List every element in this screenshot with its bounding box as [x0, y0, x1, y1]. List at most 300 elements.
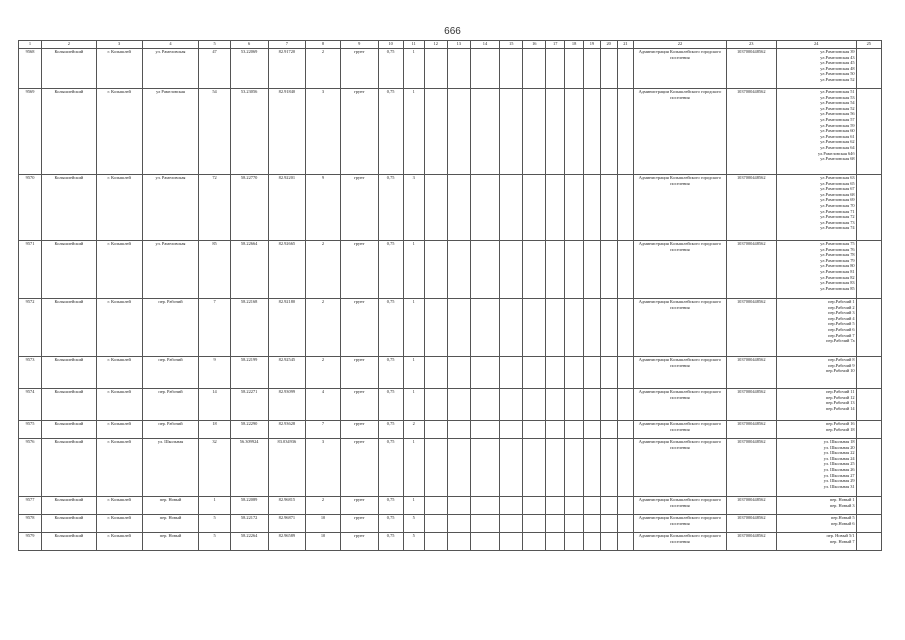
area-cell: 2	[306, 299, 341, 357]
house-cell: 7	[199, 299, 230, 357]
settlement-cell: г. Колышлей	[96, 533, 142, 551]
empty-cell	[424, 497, 447, 515]
empty-cell	[424, 515, 447, 533]
empty-cell	[600, 515, 617, 533]
served-address: пер.Рабочий 14	[825, 405, 855, 411]
owner-cell: Администрация Колышлейского городского поселения	[634, 49, 726, 89]
empty-cell	[500, 533, 523, 551]
empty-cell	[523, 357, 546, 389]
table-row	[19, 49, 882, 89]
empty-cell	[447, 175, 470, 241]
served-address: ул.Рамеловская 43	[820, 54, 855, 60]
empty-cell	[584, 175, 601, 241]
empty-cell	[600, 421, 617, 439]
served-address: ул.Рамеловская 75	[820, 241, 855, 246]
house-cell: 1	[199, 497, 230, 515]
empty-cell	[447, 533, 470, 551]
empty-cell	[523, 533, 546, 551]
empty-cell	[424, 389, 447, 421]
ogrn-cell: 1037000448562	[726, 515, 776, 533]
ogrn-cell: 1037000448562	[726, 533, 776, 551]
empty-cell	[565, 515, 584, 533]
served-address: ул.Рамеловская 52	[820, 105, 855, 111]
row-id: 9573	[19, 357, 42, 389]
empty-cell	[546, 439, 565, 497]
empty-cell	[617, 497, 634, 515]
column-number: 20	[600, 41, 617, 49]
column-number: 25	[856, 41, 881, 49]
table-row	[19, 241, 882, 299]
column-number: 5	[199, 41, 230, 49]
served-address: ул.Рамеловская 60	[820, 128, 855, 134]
empty-cell	[500, 515, 523, 533]
empty-cell	[424, 533, 447, 551]
district-cell: Колышлейский	[42, 421, 97, 439]
served-address: ул.Рамеловская 67	[820, 186, 855, 192]
served-address: ул. Школьная 24	[823, 455, 855, 461]
empty-cell	[500, 49, 523, 89]
served-address: пер.Рабочий 7а	[826, 338, 855, 344]
served-address: пер.Рабочий 9	[828, 362, 855, 368]
count-cell: 1	[403, 89, 424, 175]
table-row	[19, 439, 882, 497]
empty-cell	[500, 439, 523, 497]
table-row	[19, 533, 882, 551]
served-address: ул.Рамеловская 57	[820, 116, 855, 122]
district-cell: Колышлейский	[42, 175, 97, 241]
empty-cell	[470, 89, 499, 175]
served-address: пер. Новый 3	[829, 502, 855, 508]
street-cell: ул. Рамеловская	[142, 49, 199, 89]
empty-cell	[523, 389, 546, 421]
column-number: 8	[306, 41, 341, 49]
owner-cell: Администрация Колышлейского городского поселения	[634, 241, 726, 299]
empty-cell	[500, 89, 523, 175]
count-cell: 1	[403, 389, 424, 421]
served-address: ул. Школьная 22	[823, 450, 855, 456]
area-cell: 9	[306, 175, 341, 241]
column-number: 3	[96, 41, 142, 49]
served-address: пер.Рабочий 4	[828, 315, 855, 321]
served-address: ул. Школьная 31	[823, 483, 855, 489]
longitude-cell: 82.91840	[268, 89, 306, 175]
surface-cell: грунт	[340, 175, 378, 241]
empty-cell	[447, 439, 470, 497]
empty-cell	[600, 175, 617, 241]
served-addresses-cell	[776, 299, 856, 357]
area-cell: 3	[306, 439, 341, 497]
empty-cell	[470, 357, 499, 389]
longitude-cell: 82.92201	[268, 175, 306, 241]
count-cell: 1	[403, 241, 424, 299]
served-address: ул.Рамеловская 81	[820, 268, 855, 274]
area-cell: 2	[306, 49, 341, 89]
count-cell: 1	[403, 299, 424, 357]
empty-cell	[584, 357, 601, 389]
empty-cell	[523, 89, 546, 175]
empty-cell	[600, 389, 617, 421]
house-cell: 5	[199, 533, 230, 551]
served-address: ул.Рамеловская 73	[820, 219, 855, 225]
count-cell: 3	[403, 175, 424, 241]
area-cell: 4	[306, 389, 341, 421]
ogrn-cell: 1037000448562	[726, 175, 776, 241]
empty-cell	[424, 49, 447, 89]
district-cell: Колышлейский	[42, 241, 97, 299]
count-cell: 1	[403, 49, 424, 89]
area-cell: 2	[306, 241, 341, 299]
empty-cell	[584, 533, 601, 551]
served-address: ул.Рамеловская 62	[820, 139, 855, 145]
empty-cell	[470, 299, 499, 357]
served-address: ул. Школьная 26	[823, 466, 855, 472]
served-address: пер.Рабочий 13	[825, 400, 855, 406]
column-number: 2	[42, 41, 97, 49]
street-cell: пер. Новый	[142, 533, 199, 551]
latitude-cell: 58.22172	[230, 515, 268, 533]
served-address: ул.Рамеловская 56	[820, 111, 855, 117]
empty-cell	[584, 439, 601, 497]
column-number: 13	[447, 41, 470, 49]
served-address: ул. Школьная 25	[823, 461, 855, 467]
house-cell: 32	[199, 439, 230, 497]
district-cell: Колышлейский	[42, 439, 97, 497]
surface-cell: грунт	[340, 299, 378, 357]
empty-cell	[424, 241, 447, 299]
house-cell: 47	[199, 49, 230, 89]
served-address: ул.Рамеловская 52	[820, 76, 855, 82]
ogrn-cell: 1037000448562	[726, 439, 776, 497]
empty-cell	[470, 389, 499, 421]
served-address: пер.Рабочий 12	[825, 394, 855, 400]
table-body	[19, 49, 882, 551]
district-cell: Колышлейский	[42, 299, 97, 357]
empty-cell	[856, 497, 881, 515]
ogrn-cell: 1037000448562	[726, 49, 776, 89]
served-address: ул.Рамеловская 70	[820, 202, 855, 208]
area-cell: 7	[306, 421, 341, 439]
empty-cell	[546, 497, 565, 515]
empty-cell	[584, 89, 601, 175]
longitude-cell: 82.93628	[268, 421, 306, 439]
settlement-cell: г. Колышлей	[96, 175, 142, 241]
empty-cell	[470, 533, 499, 551]
column-number: 14	[470, 41, 499, 49]
served-address: ул.Рамеловская 63	[820, 175, 855, 180]
latitude-cell: 58.22089	[230, 497, 268, 515]
surface-cell: грунт	[340, 533, 378, 551]
column-number: 7	[268, 41, 306, 49]
row-id: 9572	[19, 299, 42, 357]
house-cell: 14	[199, 389, 230, 421]
empty-cell	[856, 49, 881, 89]
served-address: пер.Рабочий 6	[828, 326, 855, 332]
served-address: пер.Рабочий 3	[828, 310, 855, 316]
latitude-cell: 53.23056	[230, 89, 268, 175]
area-cell: 2	[306, 497, 341, 515]
served-address: ул.Рамеловская 69	[820, 197, 855, 203]
area-cell: 10	[306, 533, 341, 551]
served-addresses-cell	[776, 497, 856, 515]
empty-cell	[565, 421, 584, 439]
longitude-cell: 82.92180	[268, 299, 306, 357]
empty-cell	[617, 439, 634, 497]
served-address: ул.Рамеловская 53	[820, 94, 855, 100]
empty-cell	[617, 515, 634, 533]
column-number: 1	[19, 41, 42, 49]
row-id: 9575	[19, 421, 42, 439]
empty-cell	[617, 175, 634, 241]
served-address: ул.Рамеловская 64б	[818, 150, 855, 156]
empty-cell	[600, 533, 617, 551]
district-cell: Колышлейский	[42, 497, 97, 515]
column-number: 16	[523, 41, 546, 49]
volume-cell: 0,75	[378, 533, 403, 551]
served-address: ул.Рамеловская 85	[820, 285, 855, 291]
served-address: ул.Рамеловская 82	[820, 274, 855, 280]
row-id: 9576	[19, 439, 42, 497]
empty-cell	[470, 515, 499, 533]
volume-cell: 0,75	[378, 49, 403, 89]
table-row	[19, 89, 882, 175]
empty-cell	[565, 439, 584, 497]
longitude-cell: 82.93099	[268, 389, 306, 421]
empty-cell	[424, 175, 447, 241]
served-addresses-cell	[776, 533, 856, 551]
volume-cell: 0,75	[378, 421, 403, 439]
empty-cell	[617, 299, 634, 357]
served-address: пер.Рабочий 7	[828, 332, 855, 338]
row-id: 9574	[19, 389, 42, 421]
empty-cell	[600, 299, 617, 357]
row-id: 9568	[19, 49, 42, 89]
surface-cell: грунт	[340, 421, 378, 439]
count-cell: 5	[403, 533, 424, 551]
served-address: ул. Школьная 20	[823, 444, 855, 450]
settlement-cell: г. Колышлей	[96, 421, 142, 439]
empty-cell	[546, 175, 565, 241]
served-address: пер.Новый 5	[830, 515, 855, 520]
served-address: ул.Рамеловская 78	[820, 252, 855, 258]
empty-cell	[617, 389, 634, 421]
house-cell: 9	[199, 357, 230, 389]
column-number: 4	[142, 41, 199, 49]
latitude-cell: 53.22069	[230, 49, 268, 89]
table-row	[19, 515, 882, 533]
table-row	[19, 175, 882, 241]
street-cell: ул Рамеловская	[142, 89, 199, 175]
empty-cell	[856, 175, 881, 241]
table-row	[19, 299, 882, 357]
owner-cell: Администрация Колышлейского городского поселения	[634, 175, 726, 241]
owner-cell: Администрация Колышлейского городского поселения	[634, 515, 726, 533]
empty-cell	[546, 299, 565, 357]
settlement-cell: г. Колышлей	[96, 515, 142, 533]
volume-cell: 0,75	[378, 89, 403, 175]
served-address: пер.Новый 6	[830, 520, 855, 526]
empty-cell	[584, 241, 601, 299]
empty-cell	[523, 241, 546, 299]
served-address: ул.Рамеловская 71	[820, 208, 855, 214]
empty-cell	[424, 421, 447, 439]
empty-cell	[565, 49, 584, 89]
served-address: пер.Рабочий 16	[825, 421, 855, 426]
container-sites-table	[18, 40, 882, 551]
owner-cell: Администрации Колышлейского городского поселения	[634, 89, 726, 175]
served-address: пер. Новый 5/1	[826, 533, 855, 538]
volume-cell: 0,75	[378, 389, 403, 421]
empty-cell	[523, 421, 546, 439]
served-address: ул.Рамеловская 72	[820, 214, 855, 220]
column-number: 12	[424, 41, 447, 49]
street-cell: пер. Новый	[142, 497, 199, 515]
served-addresses-cell	[776, 241, 856, 299]
area-cell: 10	[306, 515, 341, 533]
empty-cell	[447, 299, 470, 357]
district-cell: Колышлейский	[42, 389, 97, 421]
served-address: ул.Рамеловская 45	[820, 60, 855, 66]
column-number: 9	[340, 41, 378, 49]
street-cell: пер. Рабочий	[142, 299, 199, 357]
ogrn-cell: 1037000448562	[726, 421, 776, 439]
empty-cell	[470, 439, 499, 497]
empty-cell	[523, 49, 546, 89]
street-cell: ул. Рамеловская	[142, 241, 199, 299]
empty-cell	[856, 421, 881, 439]
empty-cell	[617, 533, 634, 551]
ogrn-cell: 1037000448562	[726, 299, 776, 357]
empty-cell	[856, 299, 881, 357]
volume-cell: 0,75	[378, 175, 403, 241]
empty-cell	[856, 515, 881, 533]
empty-cell	[470, 497, 499, 515]
area-cell: 2	[306, 357, 341, 389]
longitude-cell: 82.91720	[268, 49, 306, 89]
empty-cell	[447, 89, 470, 175]
page-number: 666	[444, 26, 461, 37]
street-cell: пер. Рабочий	[142, 357, 199, 389]
surface-cell: грунт	[340, 515, 378, 533]
street-cell: ул. Школьная	[142, 439, 199, 497]
column-number: 22	[634, 41, 726, 49]
empty-cell	[584, 497, 601, 515]
longitude-cell: 83.034936	[268, 439, 306, 497]
longitude-cell: 82.96871	[268, 515, 306, 533]
street-cell: пер. Рабочий	[142, 389, 199, 421]
surface-cell: грунт	[340, 439, 378, 497]
empty-cell	[565, 533, 584, 551]
empty-cell	[617, 49, 634, 89]
served-address: ул.Рамеловская 54	[820, 100, 855, 106]
column-number: 17	[546, 41, 565, 49]
empty-cell	[447, 421, 470, 439]
row-id: 9571	[19, 241, 42, 299]
street-cell: пер. Новый	[142, 515, 199, 533]
served-address: пер.Рабочий 11	[826, 389, 855, 394]
served-address: ул.Рамеловская 80	[820, 263, 855, 269]
district-cell: Колышлейский	[42, 515, 97, 533]
empty-cell	[447, 357, 470, 389]
settlement-cell: г. Колышлей	[96, 89, 142, 175]
empty-cell	[565, 357, 584, 389]
empty-cell	[500, 357, 523, 389]
empty-cell	[565, 89, 584, 175]
empty-cell	[546, 89, 565, 175]
count-cell: 2	[403, 421, 424, 439]
row-id: 9579	[19, 533, 42, 551]
empty-cell	[600, 241, 617, 299]
empty-cell	[500, 299, 523, 357]
served-addresses-cell	[776, 357, 856, 389]
ogrn-cell: 1037000448562	[726, 89, 776, 175]
longitude-cell: 82.96815	[268, 497, 306, 515]
latitude-cell: 58.22290	[230, 421, 268, 439]
latitude-cell: 58.22199	[230, 357, 268, 389]
empty-cell	[617, 89, 634, 175]
longitude-cell: 82.92545	[268, 357, 306, 389]
surface-cell: грунт	[340, 389, 378, 421]
empty-cell	[546, 389, 565, 421]
empty-cell	[565, 175, 584, 241]
empty-cell	[600, 497, 617, 515]
empty-cell	[600, 49, 617, 89]
served-address: ул. Школьная 29	[823, 478, 855, 484]
volume-cell: 0,75	[378, 241, 403, 299]
served-address: пер.Рабочий 1	[828, 299, 855, 304]
table-row	[19, 389, 882, 421]
empty-cell	[856, 89, 881, 175]
column-number: 10	[378, 41, 403, 49]
empty-cell	[447, 241, 470, 299]
surface-cell: грунт	[340, 357, 378, 389]
settlement-cell: г. Колышлей	[96, 357, 142, 389]
owner-cell: Администрация Колышлейского городского поселения	[634, 299, 726, 357]
column-number: 21	[617, 41, 634, 49]
latitude-cell: 56.309924	[230, 439, 268, 497]
volume-cell: 0,75	[378, 497, 403, 515]
served-address: ул.Рамеловская 68	[820, 191, 855, 197]
empty-cell	[424, 357, 447, 389]
longitude-cell: 82.96589	[268, 533, 306, 551]
column-number-row	[19, 41, 882, 49]
column-number: 19	[584, 41, 601, 49]
empty-cell	[500, 389, 523, 421]
empty-cell	[447, 515, 470, 533]
empty-cell	[500, 497, 523, 515]
served-address: ул.Рамеловская 48	[820, 65, 855, 71]
empty-cell	[523, 175, 546, 241]
house-cell: 54	[199, 89, 230, 175]
ogrn-cell: 1037000448562	[726, 357, 776, 389]
empty-cell	[447, 49, 470, 89]
volume-cell: 0,75	[378, 357, 403, 389]
served-addresses-cell	[776, 421, 856, 439]
house-cell: 85	[199, 241, 230, 299]
empty-cell	[617, 421, 634, 439]
owner-cell: Администрация Колышлейского городского поселения	[634, 357, 726, 389]
empty-cell	[584, 421, 601, 439]
owner-cell: Администрация Колышлейского городского поселения	[634, 497, 726, 515]
settlement-cell: г. Колышлей	[96, 389, 142, 421]
table-row	[19, 357, 882, 389]
settlement-cell: г. Колышлей	[96, 241, 142, 299]
district-cell: Колышлейский	[42, 533, 97, 551]
served-address: ул.Рамеловская 74	[820, 225, 855, 231]
served-address: ул.Рамеловская 68	[820, 156, 855, 162]
row-id: 9569	[19, 89, 42, 175]
volume-cell: 0,75	[378, 299, 403, 357]
empty-cell	[600, 439, 617, 497]
